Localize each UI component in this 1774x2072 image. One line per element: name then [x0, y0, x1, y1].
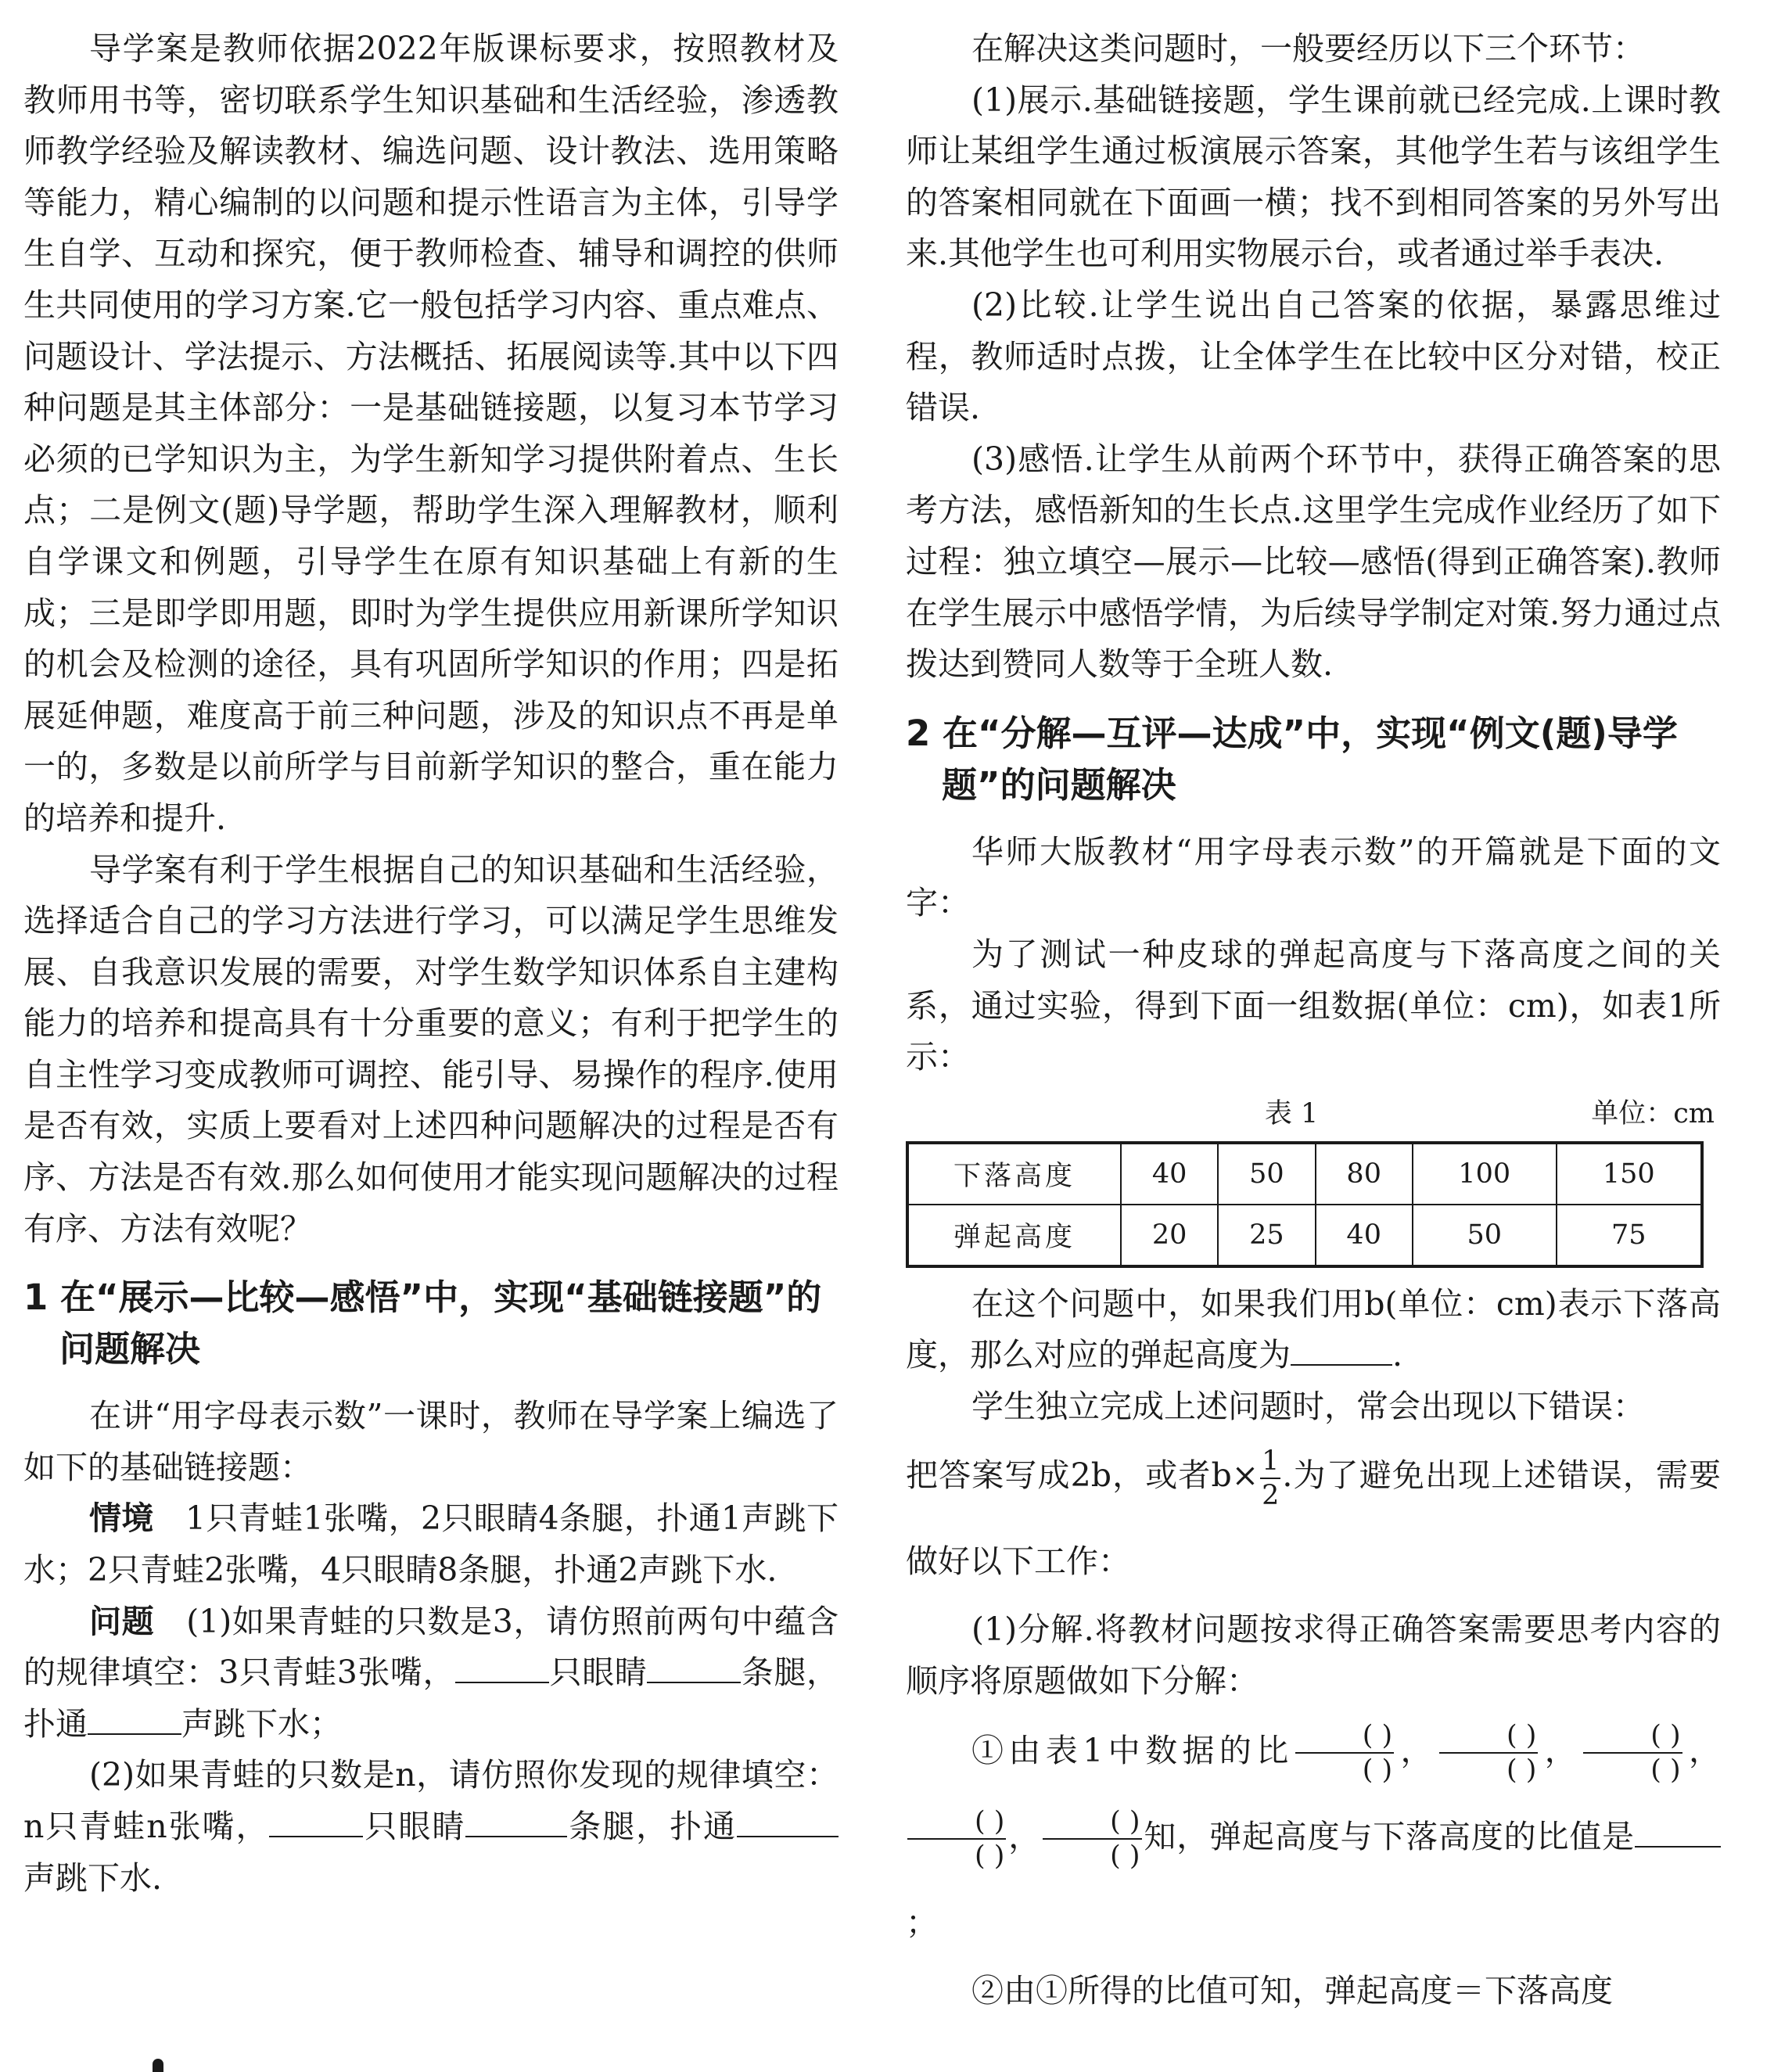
numerator: 1: [1260, 1445, 1280, 1479]
answer-blank: [1291, 1330, 1392, 1366]
paren-top: ( ): [1583, 1719, 1682, 1754]
table-caption-row: [906, 1094, 1721, 1133]
fill-in-paragraph: [906, 1279, 1721, 1381]
right-column: [906, 23, 1721, 2016]
left-column: [23, 23, 839, 1904]
table-cell: 40: [1121, 1143, 1218, 1205]
comma: ，: [1539, 1731, 1582, 1769]
paren-top: ( ): [1439, 1719, 1538, 1754]
errors-paragraph: [906, 1432, 1721, 1604]
step1-text: ①由表1中数据的比: [971, 1731, 1294, 1769]
paren-bottom: ( ): [1110, 1840, 1140, 1873]
ratio-blank: [907, 1805, 1006, 1873]
situation-text: 1只青蛙1张嘴，2只眼睛4条腿，扑通1声跳下水；2只青蛙2张嘴，4只眼睛8条腿，扑通2声跳下水.: [23, 1499, 839, 1589]
fill-text: 在这个问题中，如果我们用b(单位：cm)表示下落高度，那么对应的弹起高度为: [906, 1284, 1721, 1374]
step-insight: (3)感悟.让学生从前两个环节中，获得正确答案的思考方法，感悟新知的生长点.这里学生完成作业经历了如下过程：独立填空—展示—比较—感悟(得到正确答案).教师在学生展示中感悟学情，为后续导学制定对策.努力通过点拨达到赞同人数等于全班人数.: [906, 440, 1721, 684]
table-cell: 50: [1218, 1143, 1315, 1205]
paren-top: ( ): [1043, 1805, 1141, 1840]
section2-intro: 华师大版教材“用字母表示数”的开篇就是下面的文字：: [906, 832, 1721, 922]
table-cell: 75: [1557, 1205, 1702, 1266]
ratio-blank: [1439, 1719, 1538, 1787]
answer-blank: [647, 1648, 741, 1683]
steps-intro: 在解决这类问题时，一般要经历以下三个环节：: [971, 30, 1645, 67]
formula-step: ②由①所得的比值可知，弹起高度＝下落高度: [971, 1971, 1613, 2009]
ratio-blank: [1043, 1805, 1141, 1873]
table-unit: 单位：cm: [1591, 1097, 1715, 1129]
table-caption: 表 1: [1264, 1097, 1319, 1129]
question-1: [23, 1596, 839, 1751]
errors-text: 把答案写成2b，或者b×: [906, 1456, 1259, 1495]
q1-text-c: 条腿，扑通: [23, 1654, 839, 1743]
question-label: 问题: [89, 1602, 155, 1640]
step-compare: (2)比较.让学生说出自己答案的依据，暴露思维过程，教师适时点拨，让全体学生在比较中区分对错，校正错误.: [906, 285, 1721, 427]
table-cell: 50: [1413, 1205, 1557, 1266]
table-cell: 25: [1218, 1205, 1315, 1266]
page-mark: [153, 2059, 163, 2072]
q2-text-a: (2)如果青蛙的只数是n，请仿照你发现的规律填空：n只青蛙n张嘴，: [23, 1756, 839, 1845]
q2-text-d: 声跳下水.: [23, 1858, 163, 1897]
answer-blank: [737, 1802, 839, 1837]
answer-blank: [269, 1802, 363, 1837]
ratio-step: [906, 1708, 1721, 1966]
step-show: (1)展示.基础链接题，学生课前就已经完成.上课时教师让某组学生通过板演展示答案，其他学生若与该组学生的答案相同就在下面画一横；找不到相同答案的另外写出来.其他学生也可利用实物展示台，或者通过举手表决.: [906, 81, 1721, 273]
step1-end: ；: [906, 1903, 938, 1941]
comma: ，: [1395, 1731, 1438, 1769]
section-heading-1: 1 在“展示—比较—感悟”中，实现“基础链接题”的问题解决: [23, 1277, 822, 1370]
q1-text-d: 声跳下水；: [181, 1704, 342, 1743]
paren-top: ( ): [907, 1805, 1006, 1840]
ratio-blank: [1583, 1719, 1682, 1787]
section1-intro: 在讲“用字母表示数”一课时，教师在导学案上编选了如下的基础链接题：: [23, 1397, 839, 1486]
intro-paragraph: 导学案是教师依据2022年版课标要求，按照教材及教师用书等，密切联系学生知识基础和生活经验，渗透教师教学经验及解读教材、编选问题、设计教法、选用策略等能力，精心编制的以问题和提示性语言为主体，引导学生自学、互动和探究，便于教师检查、辅导和调控的供师生共同使用的学习方案.它一般包括学习内容、重点难点、问题设计、学法提示、方法概括、拓展阅读等.其中以下四种问题是其主体部分：一是基础链接题，以复习本节学习必须的已学知识为主，为学生新知学习提供附着点、生长点；二是例文(题)导学题，帮助学生深入理解教材，顺利自学课文和例题，引导学生在原有知识基础上有新的生成；三是即学即用题，即时为学生提供应用新课所学知识的机会及检测的途径，具有巩固所学知识的作用；四是拓展延伸题，难度高于前三种问题，涉及的知识点不再是单一的，多数是以前所学与目前新学知识的整合，重在能力的培养和提升.: [23, 30, 839, 837]
table-cell: 150: [1557, 1143, 1702, 1205]
table-cell: 40: [1316, 1205, 1413, 1266]
row-label: 下落高度: [907, 1143, 1121, 1205]
experiment-paragraph: 为了测试一种皮球的弹起高度与下落高度之间的关系，通过实验，得到下面一组数据(单位：cm)，如表1所示：: [906, 935, 1721, 1076]
table-row: [907, 1205, 1702, 1266]
section-heading-2: 2 在“分解—互评—达成”中，实现“例文(题)导学题”的问题解决: [906, 712, 1678, 806]
errors-text-b: .为了避免出现上述错误，需要做好以下工作：: [906, 1456, 1721, 1581]
paren-bottom: ( ): [1506, 1754, 1537, 1787]
data-table: [906, 1141, 1704, 1268]
paren-bottom: ( ): [975, 1840, 1005, 1873]
q1-text-b: 只眼睛: [549, 1654, 648, 1692]
table-row: [907, 1143, 1702, 1205]
q1-text-a: (1)如果青蛙的只数是3，请仿照前两句中蕴含的规律填空：3只青蛙3张嘴，: [23, 1602, 839, 1692]
decompose-paragraph: (1)分解.将教材问题按求得正确答案需要思考内容的顺序将原题做如下分解：: [906, 1611, 1721, 1700]
fraction-one-half: [1260, 1445, 1280, 1512]
paren-bottom: ( ): [1362, 1754, 1393, 1787]
comma: ，: [1683, 1731, 1722, 1769]
table-cell: 20: [1121, 1205, 1218, 1266]
step1-text-b: 知，弹起高度与下落高度的比值是: [1143, 1817, 1636, 1855]
answer-blank: [465, 1802, 567, 1837]
fill-end: .: [1392, 1336, 1403, 1374]
paren-bottom: ( ): [1650, 1754, 1681, 1787]
table-cell: 80: [1316, 1143, 1413, 1205]
table-cell: 100: [1413, 1143, 1557, 1205]
answer-blank: [88, 1700, 181, 1735]
q2-text-c: 条腿，扑通: [567, 1808, 738, 1845]
errors-intro: 学生独立完成上述问题时，常会出现以下错误：: [971, 1387, 1645, 1425]
paren-top: ( ): [1295, 1719, 1394, 1754]
benefit-paragraph: 导学案有利于学生根据自己的知识基础和生活经验，选择适合自己的学习方法进行学习，可以满足学生思维发展、自我意识发展的需要，对学生数学知识体系自主建构能力的培养和提高具有十分重要的意义；有利于把学生的自主性学习变成教师可调控、能引导、易操作的程序.使用是否有效，实质上要看对上述四种问题解决的过程是否有序、方法是否有效.那么如何使用才能实现问题解决的过程有序、方法有效呢？: [23, 850, 839, 1248]
denominator: 2: [1262, 1479, 1280, 1511]
situation-label: 情境: [89, 1499, 154, 1538]
row-label: 弹起高度: [907, 1205, 1121, 1266]
ratio-blank: [1295, 1719, 1394, 1787]
q2-text-b: 只眼睛: [363, 1808, 466, 1845]
question-2: [23, 1750, 839, 1904]
answer-blank: [1635, 1812, 1721, 1848]
comma: ，: [1007, 1817, 1042, 1855]
situation-paragraph: [23, 1493, 839, 1596]
answer-blank: [455, 1648, 549, 1683]
